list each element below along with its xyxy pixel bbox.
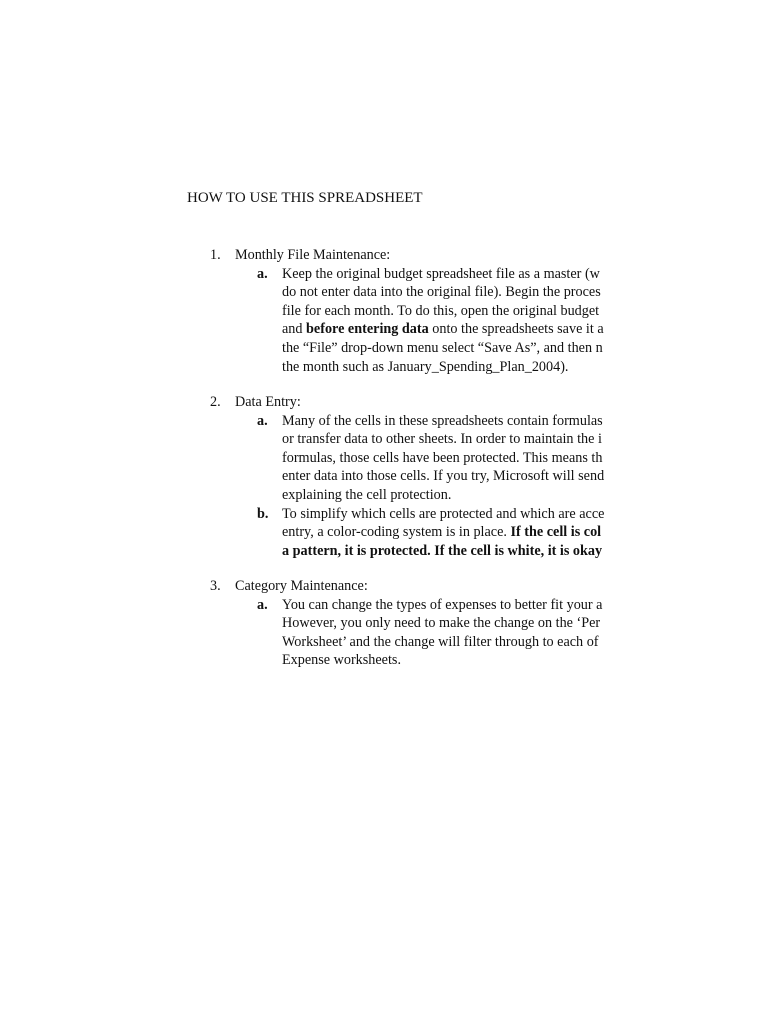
text-line: file for each month. To do this, open the original budget <box>282 302 600 319</box>
text-run: entry, a color-coding system is in place. <box>282 524 511 541</box>
section-category-maintenance <box>210 577 634 670</box>
list-item <box>257 412 634 505</box>
item-letter: b. <box>257 505 269 522</box>
item-letter: a. <box>257 265 268 282</box>
text-line: Many of the cells in these spreadsheets contain formulas <box>282 412 603 429</box>
text-line: the “File” drop-down menu select “Save As”, and then n <box>282 339 603 356</box>
section-heading <box>210 246 634 265</box>
section-monthly-file-maintenance <box>210 246 634 376</box>
text-run: onto the spreadsheets save it a <box>428 321 604 338</box>
list-item <box>257 505 634 561</box>
bold-text-run: a pattern, it is protected. If the cell is white, it is okay <box>282 542 603 559</box>
text-line <box>282 542 634 561</box>
section-heading-text: Category Maintenance: <box>235 578 368 594</box>
text-line: Worksheet’ and the change will filter through to each of <box>282 633 599 650</box>
text-line: To simplify which cells are protected and which are acce <box>282 505 605 522</box>
text-line: formulas, those cells have been protected. This means th <box>282 449 603 466</box>
text-line: Keep the original budget spreadsheet file as a master (w <box>282 265 600 282</box>
text-line: You can change the types of expenses to better fit your a <box>282 596 603 613</box>
section-heading <box>210 393 634 412</box>
bold-text-run: If the cell is col <box>510 524 602 541</box>
text-line: explaining the cell protection. <box>282 486 452 503</box>
section-heading <box>210 577 634 596</box>
section-number: 1. <box>210 247 221 263</box>
text-line: or transfer data to other sheets. In order to maintain the i <box>282 431 602 448</box>
list-item <box>257 265 634 377</box>
text-line <box>282 320 634 339</box>
text-run: and <box>282 321 307 338</box>
item-letter: a. <box>257 596 268 613</box>
text-line <box>282 523 634 542</box>
section-heading-text: Monthly File Maintenance: <box>235 247 391 263</box>
section-number: 3. <box>210 578 221 594</box>
bold-text-run: before entering data <box>306 321 429 338</box>
item-letter: a. <box>257 412 268 429</box>
text-line: do not enter data into the original file). Begin the proces <box>282 284 601 301</box>
text-line: However, you only need to make the change on the ‘Per <box>282 615 601 632</box>
list-item <box>257 596 634 670</box>
section-heading-text: Data Entry: <box>235 394 301 410</box>
page-title: HOW TO USE THIS SPREADSHEET <box>187 190 423 206</box>
text-line: Expense worksheets. <box>282 652 401 669</box>
section-number: 2. <box>210 394 221 410</box>
section-data-entry <box>210 393 634 560</box>
text-line: the month such as January_Spending_Plan_2004). <box>282 358 569 375</box>
text-line: enter data into those cells. If you try, Microsoft will send <box>282 468 605 485</box>
